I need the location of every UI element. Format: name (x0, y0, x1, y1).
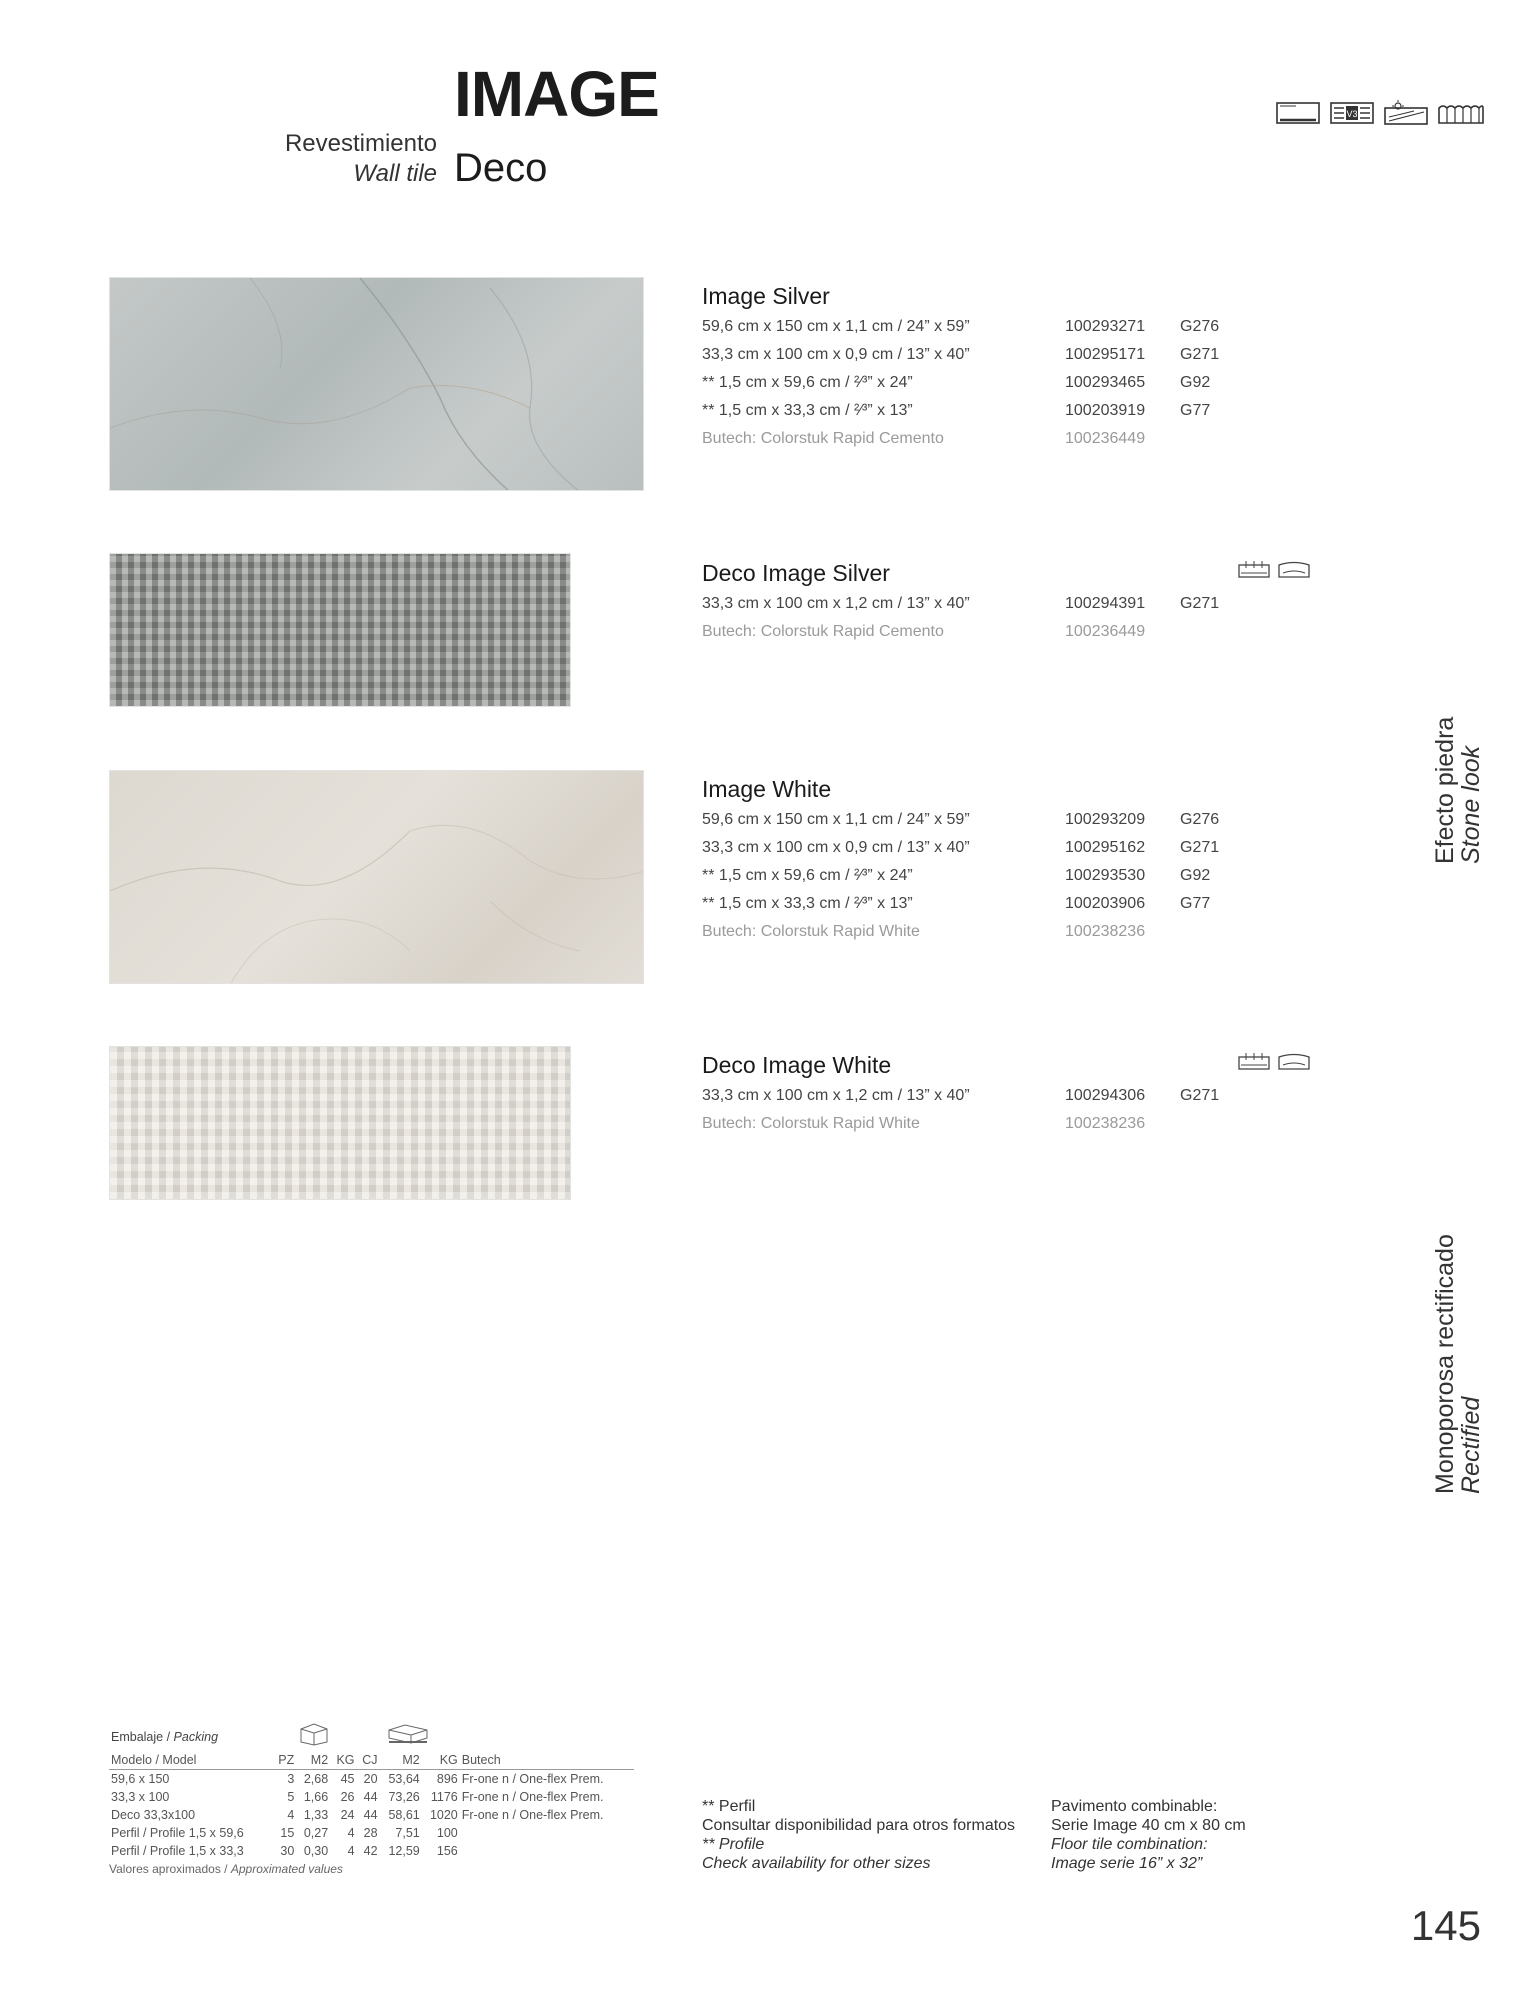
v3-label: V3 (1346, 109, 1358, 119)
packing-title-en: Packing (173, 1729, 219, 1744)
profile-text: Check availability for other sizes (702, 1855, 931, 1872)
cell-pz: 30 (280, 1844, 295, 1858)
cell-model: 33,3 x 100 (111, 1790, 170, 1804)
bathroom-icon (1278, 560, 1310, 578)
profile-title: ** Profile (702, 1836, 765, 1853)
cell-kg-pallet: 1176 (430, 1790, 458, 1804)
cell-cj: 44 (363, 1790, 378, 1804)
spec-code: 100203919 (1065, 402, 1146, 419)
butech-row (702, 1110, 1322, 1138)
page-number: 145 (1410, 1902, 1481, 1949)
cell-butech (460, 1824, 634, 1842)
product-image-white (702, 772, 1322, 946)
spec-group: G271 (1180, 346, 1220, 363)
spec-group: G77 (1180, 402, 1211, 419)
cell-m2: 1,33 (303, 1808, 329, 1822)
butech-spec: Butech: Colorstuk Rapid White (702, 923, 920, 940)
cell-m2-pallet: 53,64 (388, 1772, 420, 1786)
spec-group: G271 (1180, 595, 1220, 612)
spec-group: G276 (1180, 811, 1220, 828)
tile-image-white (109, 770, 644, 984)
rectified-v3-icon (1330, 102, 1374, 124)
feature-icons (1276, 100, 1484, 126)
marble-veins-white (110, 771, 644, 984)
spec-code: 100293530 (1065, 867, 1146, 884)
packing-title: Embalaje / Packing (111, 1729, 219, 1744)
cell-kg: 4 (347, 1826, 355, 1840)
col-kg-pallet: KG (422, 1751, 460, 1770)
spec-group: G271 (1180, 839, 1220, 856)
approx-note-en: Approximated values (230, 1862, 343, 1876)
cell-cj: 20 (363, 1772, 378, 1786)
cell-m2-pallet: 73,26 (388, 1790, 420, 1804)
outdoor-wall-icon (1438, 102, 1484, 124)
cell-m2: 1,66 (303, 1790, 329, 1804)
butech-spec: Butech: Colorstuk Rapid Cemento (702, 623, 944, 640)
pavimento-text: Serie Image 40 cm x 80 cm (1051, 1817, 1246, 1834)
empty-cell (460, 1722, 634, 1751)
spec-code: 100203906 (1065, 895, 1146, 912)
spec-size: 33,3 cm x 100 cm x 0,9 cm / 13” x 40” (702, 346, 970, 363)
spec-code: 100295171 (1065, 346, 1146, 363)
wall-tile-icon (1276, 102, 1320, 124)
spec-group: G276 (1180, 318, 1220, 335)
spec-group: G92 (1180, 867, 1211, 884)
side-look-es: Efecto piedra (1431, 716, 1459, 864)
packing-title-es: Embalaje (111, 1729, 164, 1744)
butech-row (702, 618, 1322, 646)
spec-size: ** 1,5 cm x 59,6 cm / ²⁄³” x 24” (702, 374, 913, 391)
product-icons (1238, 560, 1310, 578)
spec-row (702, 313, 1322, 341)
floor-text: Image serie 16” x 32” (1051, 1855, 1203, 1872)
pavimento-title: Pavimento combinable: (1051, 1798, 1218, 1815)
spec-row (702, 397, 1322, 425)
cell-kg-pallet: 156 (436, 1844, 458, 1858)
butech-spec: Butech: Colorstuk Rapid White (702, 1115, 920, 1132)
tile-image-silver (109, 277, 644, 491)
butech-row (702, 918, 1322, 946)
spec-group: G271 (1180, 1087, 1220, 1104)
spec-size: 59,6 cm x 150 cm x 1,1 cm / 24” x 59” (702, 811, 970, 828)
butech-row (702, 425, 1322, 453)
spec-row (702, 862, 1322, 890)
cell-pz: 5 (287, 1790, 295, 1804)
indoor-light-icon (1384, 100, 1428, 126)
cell-cj: 44 (363, 1808, 378, 1822)
spec-row (702, 369, 1322, 397)
cell-model: 59,6 x 150 (111, 1772, 170, 1786)
butech-code: 100236449 (1065, 430, 1146, 447)
spec-code: 100293465 (1065, 374, 1146, 391)
tile-image-deco-white (109, 1046, 571, 1200)
floor-title: Floor tile combination: (1051, 1836, 1208, 1853)
profile-note (702, 1797, 1015, 1873)
spec-size: ** 1,5 cm x 59,6 cm / ²⁄³” x 24” (702, 867, 913, 884)
packing-header-row (109, 1751, 634, 1770)
side-look-en: Stone look (1457, 745, 1486, 864)
approx-note-es: Valores aproximados (109, 1862, 221, 1876)
table-row (109, 1842, 634, 1860)
spec-code: 100295162 (1065, 839, 1146, 856)
cell-cj: 28 (363, 1826, 378, 1840)
product-icons (1238, 1052, 1310, 1070)
col-cj: CJ (357, 1751, 380, 1770)
cell-butech (460, 1842, 634, 1860)
side-label-body (1432, 1234, 1485, 1494)
butech-code: 100236449 (1065, 623, 1146, 640)
cell-butech: Fr-one n / One-flex Prem. (461, 1790, 604, 1804)
spec-size: 59,6 cm x 150 cm x 1,1 cm / 24” x 59” (702, 318, 970, 335)
butech-spec: Butech: Colorstuk Rapid Cemento (702, 430, 944, 447)
table-row (109, 1806, 634, 1824)
spec-code: 100294306 (1065, 1087, 1146, 1104)
table-row (109, 1770, 634, 1789)
packing-table (109, 1722, 634, 1876)
cell-model: Perfil / Profile 1,5 x 59,6 (111, 1826, 244, 1840)
table-row (109, 1824, 634, 1842)
product-name: Deco Image White (702, 1052, 892, 1078)
box-icon (298, 1722, 330, 1746)
cell-m2-pallet: 7,51 (395, 1826, 420, 1840)
floor-note (1051, 1797, 1246, 1873)
col-kg: KG (330, 1751, 356, 1770)
collection-title: IMAGE (454, 58, 659, 130)
spec-group: G92 (1180, 374, 1211, 391)
cell-kg: 24 (340, 1808, 355, 1822)
col-pz: PZ (272, 1751, 296, 1770)
spec-row (702, 590, 1322, 618)
marble-veins-silver (110, 278, 644, 491)
side-body-en: Rectified (1457, 1396, 1486, 1494)
cell-m2: 2,68 (303, 1772, 329, 1786)
product-deco-image-white (702, 1048, 1322, 1138)
spec-size: 33,3 cm x 100 cm x 0,9 cm / 13” x 40” (702, 839, 970, 856)
spec-size: 33,3 cm x 100 cm x 1,2 cm / 13” x 40” (702, 1087, 970, 1104)
cell-m2: 0,30 (303, 1844, 329, 1858)
spec-row (702, 341, 1322, 369)
spec-row (702, 890, 1322, 918)
indoor-wall-icon (1238, 560, 1270, 578)
product-name: Image Silver (702, 283, 830, 309)
box-icon-cell (272, 1722, 356, 1751)
cell-kg: 26 (340, 1790, 355, 1804)
cell-m2: 0,27 (303, 1826, 329, 1840)
spec-size: ** 1,5 cm x 33,3 cm / ²⁄³” x 13” (702, 895, 913, 912)
cell-pz: 3 (287, 1772, 295, 1786)
butech-code: 100238236 (1065, 1115, 1146, 1132)
cell-kg-pallet: 896 (436, 1772, 458, 1786)
cell-butech: Fr-one n / One-flex Prem. (461, 1772, 604, 1786)
spec-code: 100293209 (1065, 811, 1146, 828)
product-deco-image-silver (702, 556, 1322, 646)
cell-cj: 42 (363, 1844, 378, 1858)
table-row (109, 1788, 634, 1806)
cell-kg: 45 (340, 1772, 355, 1786)
cell-butech: Fr-one n / One-flex Prem. (461, 1808, 604, 1822)
cell-pz: 15 (280, 1826, 295, 1840)
col-m2: M2 (296, 1751, 330, 1770)
cell-kg: 4 (347, 1844, 355, 1858)
indoor-wall-icon (1238, 1052, 1270, 1070)
side-body-es: Monoporosa rectificado (1431, 1234, 1459, 1494)
spec-size: 33,3 cm x 100 cm x 1,2 cm / 13” x 40” (702, 595, 970, 612)
cell-m2-pallet: 58,61 (388, 1808, 420, 1822)
product-name: Deco Image Silver (702, 560, 890, 586)
perfil-text: Consultar disponibilidad para otros formatos (702, 1817, 1016, 1834)
approx-note: Valores aproximados / Approximated values (109, 1862, 343, 1876)
bathroom-icon (1278, 1052, 1310, 1070)
pallet-icon (385, 1722, 431, 1746)
perfil-title: ** Perfil (702, 1798, 756, 1815)
collection-subtitle: Deco (454, 146, 548, 190)
category-en: Wall tile (353, 160, 437, 187)
pallet-icon-cell (357, 1722, 460, 1751)
cell-m2-pallet: 12,59 (388, 1844, 420, 1858)
col-m2-pallet: M2 (380, 1751, 422, 1770)
tile-image-deco-silver (109, 553, 571, 707)
spec-group: G77 (1180, 895, 1211, 912)
cell-pz: 4 (287, 1808, 295, 1822)
butech-code: 100238236 (1065, 923, 1146, 940)
spec-code: 100293271 (1065, 318, 1146, 335)
spec-row (702, 834, 1322, 862)
cell-model: Deco 33,3x100 (111, 1808, 196, 1822)
col-butech: Butech (460, 1751, 634, 1770)
side-label-look (1432, 717, 1485, 864)
cell-model: Perfil / Profile 1,5 x 33,3 (111, 1844, 244, 1858)
product-name: Image White (702, 776, 832, 802)
cell-kg-pallet: 100 (436, 1826, 458, 1840)
category-es: Revestimiento (284, 130, 437, 157)
spec-size: ** 1,5 cm x 33,3 cm / ²⁄³” x 13” (702, 402, 913, 419)
spec-row (702, 1082, 1322, 1110)
spec-row (702, 806, 1322, 834)
product-image-silver (702, 279, 1322, 453)
spec-code: 100294391 (1065, 595, 1146, 612)
col-model: Modelo / Model (109, 1751, 272, 1770)
cell-kg-pallet: 1020 (429, 1808, 458, 1822)
